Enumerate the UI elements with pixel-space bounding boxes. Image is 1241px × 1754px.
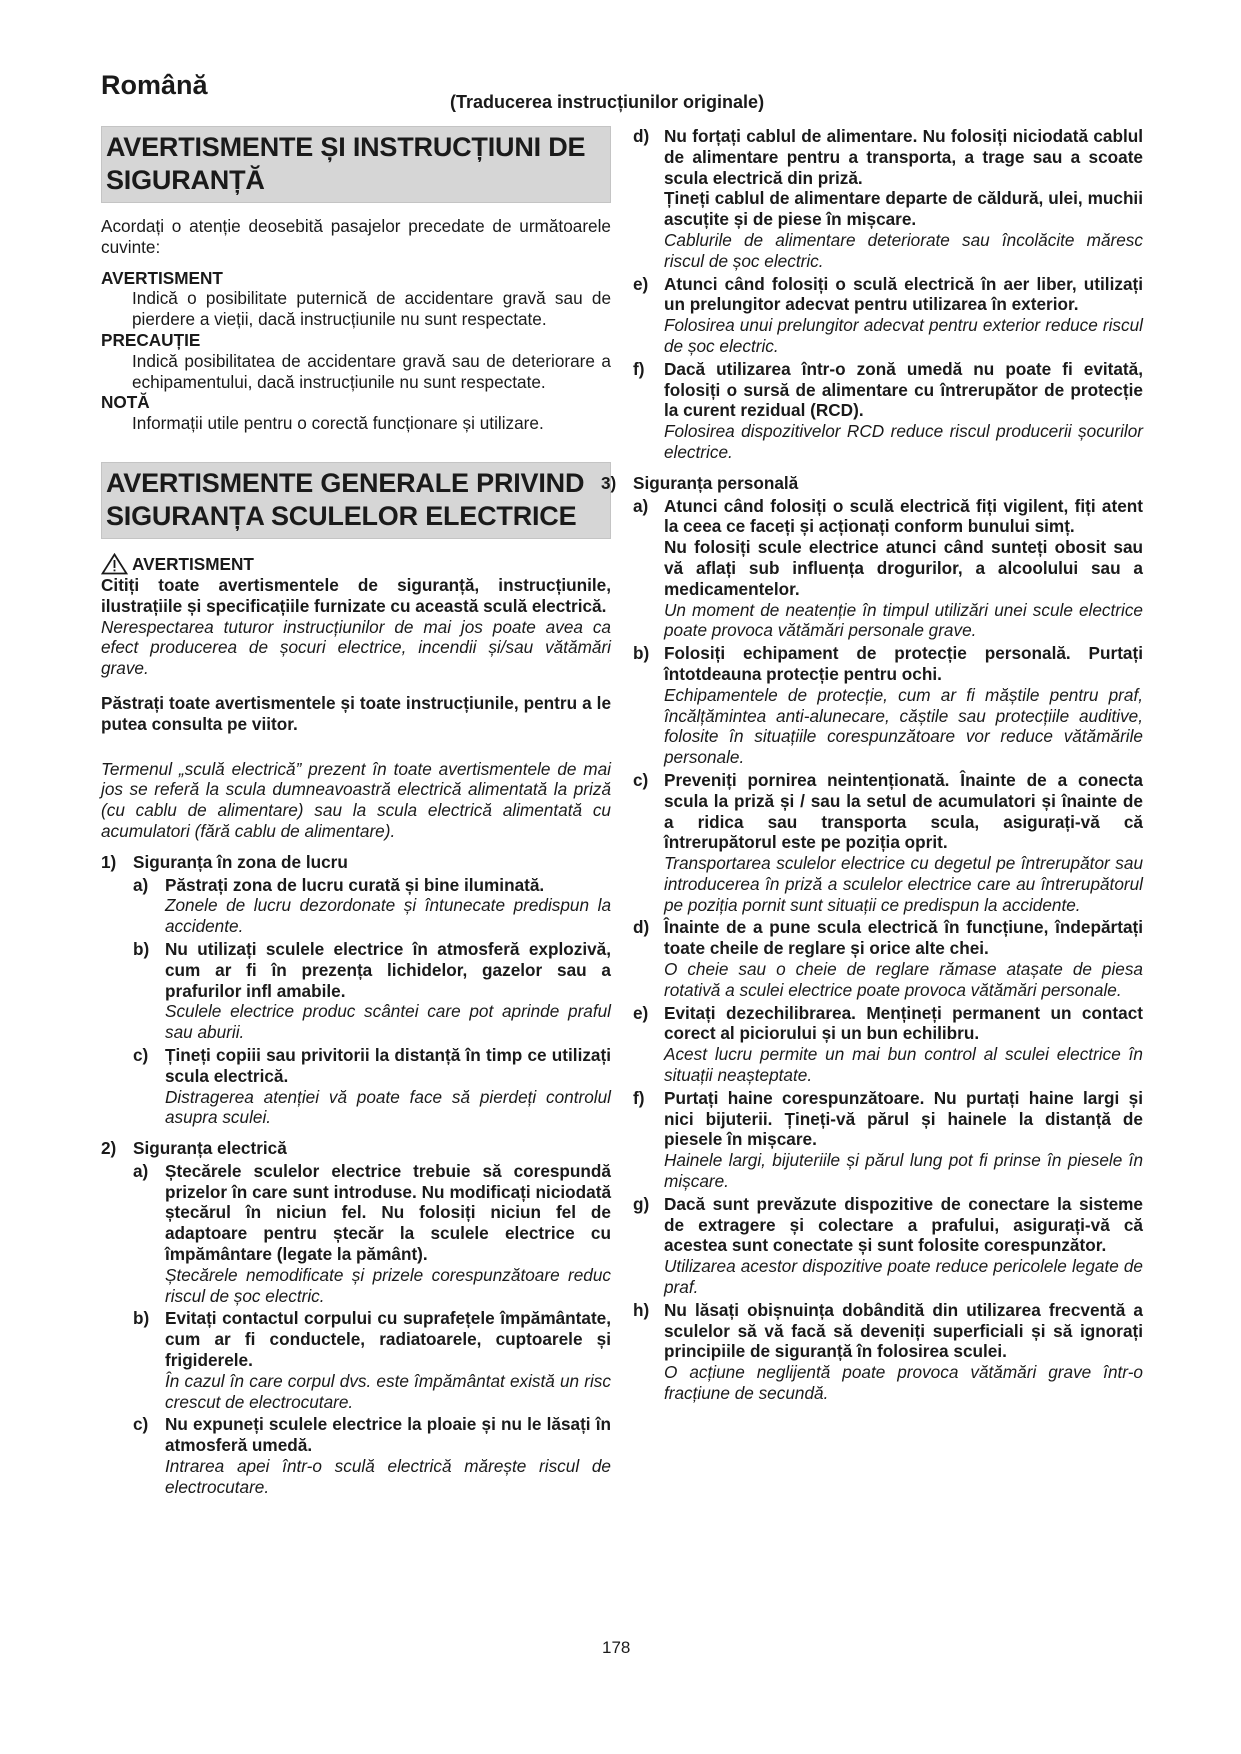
list-item [633, 1088, 1143, 1192]
section-heading-line: SIGURANȚA SCULELOR ELECTRICE [106, 500, 577, 531]
list-item [633, 274, 1143, 357]
item-letter: d) [633, 126, 650, 146]
item-bold-text: Atunci când folosiți o sculă electrică fiți vigilent, fiți atent la ceea ce faceți și acționați conform bunului simț. [664, 495, 1143, 537]
item-bold-text: Folosiți echipament de protecție personală. Purtați întotdeauna protecție pentru ochi. [664, 643, 1143, 684]
item-bold-text: Nu expuneți sculele electrice la ploaie și nu le lăsați în atmosferă umedă. [165, 1414, 611, 1456]
topic-number: 2) [101, 1138, 117, 1159]
item-italic-text: Utilizarea acestor dispozitive poate reduce pericolele legate de praf. [664, 1256, 1143, 1298]
label-note: NOTĂ [101, 392, 150, 413]
topic-title: Siguranța electrică [133, 1138, 287, 1159]
list-item [633, 359, 1143, 463]
list-item [133, 875, 611, 937]
item-italic-text: Folosirea dispozitivelor RCD reduce riscul producerii șocurilor electrice. [664, 421, 1143, 462]
term-definition-text: Termenul „sculă electrică” prezent în toate avertismentele de mai jos se referă la scula dumneavoastră electrică alimentată la priză (cu cablu de alimentare) sau la scula electrică alimentată cu acumulatori (fără cablu de alimentare). [101, 758, 611, 841]
warning-bold-text: Citiți toate avertismentele de siguranță, instrucțiunile, ilustrațiile și specificațiile furnizate cu această sculă electrică. [101, 574, 611, 616]
item-letter: d) [633, 917, 650, 938]
item-letter: a) [633, 495, 649, 516]
label-caution-text: Indică posibilitatea de accidentare gravă sau de deteriorare a echipamentului, dacă instrucțiunile nu sunt respectate. [132, 350, 611, 392]
page-subtitle: (Traducerea instrucțiunilor originale) [450, 92, 765, 112]
topic-title: Siguranța personală [633, 472, 799, 493]
item-letter: e) [633, 1002, 649, 1023]
item-letter: a) [133, 874, 149, 895]
item-bold-text: Preveniți pornirea neintenționată. Înainte de a conecta scula la priză și / sau la setul de acumulatori și înainte de a ridica sau transporta scula, asigurați-vă că întrerupătorul este pe poziția oprit. [664, 769, 1143, 853]
list-item [633, 1300, 1143, 1404]
page-language-title: Română [101, 70, 208, 100]
list-item [633, 126, 1143, 272]
list-item [633, 917, 1143, 1000]
list-item [633, 643, 1143, 768]
item-letter: e) [633, 273, 649, 294]
item-italic-text: Cablurile de alimentare deteriorate sau încolăcite măresc riscul de șoc electric. [664, 229, 1143, 271]
item-letter: b) [633, 643, 650, 664]
list-item [633, 496, 1143, 642]
topic-number: 1) [101, 851, 117, 872]
warning-triangle-icon [101, 553, 128, 575]
item-bold-text: Înainte de a pune scula electrică în funcțiune, îndepărtați toate cheile de reglare și orice alte chei. [664, 917, 1143, 959]
item-italic-text: Hainele largi, bijuteriile și părul lung pot fi prinse în piesele în mișcare. [664, 1150, 1143, 1192]
warning-italic-text: Nerespectarea tuturor instrucțiunilor de mai jos poate avea ca efect producerea de șocuri electrice, incendii și/sau vătămări grave. [101, 616, 611, 679]
keep-instructions-text: Păstrați toate avertismentele și toate instrucțiunile, pentru a le putea consulta pe viitor. [101, 692, 611, 734]
list-item [133, 1308, 611, 1412]
item-bold-text: Evitați dezechilibrarea. Mențineți permanent un contact corect al piciorului și un bun echilibru. [664, 1002, 1143, 1044]
topic-heading [101, 1138, 611, 1159]
section-heading-safety [101, 126, 611, 203]
item-italic-text: Folosirea unui prelungitor adecvat pentru exterior reduce riscul de șoc electric. [664, 315, 1143, 356]
list-item [133, 1045, 611, 1128]
item-bold-text: Nu forțați cablul de alimentare. Nu folosiți niciodată cablul de alimentare pentru a transporta, a trage sau a scoate scula electrică din priză. [664, 126, 1143, 188]
item-bold-text: Dacă sunt prevăzute dispozitive de conectare la sisteme de extragere și colectare a prafului, asigurați-vă că acestea sunt conectate și sunt folosite corespunzător. [664, 1193, 1143, 1256]
item-letter: g) [633, 1193, 650, 1214]
item-bold-text: Dacă utilizarea într-o zonă umedă nu poate fi evitată, folosiți o sursă de alimentare cu întrerupător de protecție la curent rezidual (RCD). [664, 358, 1143, 421]
item-italic-text: Sculele electrice produc scântei care pot aprinde praful sau aburii. [165, 1001, 611, 1043]
section-heading-line: SIGURANȚĂ [106, 165, 265, 195]
intro-text: Acordați o atenție deosebită pasajelor precedate de următoarele cuvinte: [101, 216, 611, 257]
section-heading-line: AVERTISMENTE ȘI INSTRUCȚIUNI DE [106, 132, 586, 162]
item-italic-text: O cheie sau o cheie de reglare rămase atașate de piesa rotativă a sculei electrice poate provoca vătămări personale. [664, 959, 1143, 1000]
item-italic-text: Zonele de lucru dezordonate și întunecate predispun la accidente. [165, 895, 611, 937]
item-letter: c) [133, 1044, 149, 1065]
item-italic-text: Transportarea sculelor electrice cu degetul pe întrerupător sau introducerea în priză a sculelor electrice care au întrerupătorul pe poziția pornit sunt situații ce predispun la accidente. [664, 853, 1143, 915]
item-letter: f) [633, 358, 645, 379]
list-item [133, 1161, 611, 1307]
list-item [133, 939, 611, 1043]
list-item [133, 1414, 611, 1497]
item-letter: b) [133, 938, 150, 959]
item-letter: f) [633, 1087, 645, 1108]
list-item [633, 1194, 1143, 1298]
item-bold-text: Ștecărele sculelor electrice trebuie să corespundă prizelor în care sunt introduse. Nu modificați niciodată ștecărul în niciun fel. Nu folosiți niciun fel de adaptoare pentru ștecăr la sculele electrice cu împământare (legate la pământ). [165, 1160, 611, 1265]
item-bold-text: Purtați haine corespunzătoare. Nu purtați haine largi și nici bijuterii. Țineți-vă părul și hainele la distanță de piesele în mișcare. [664, 1087, 1143, 1150]
item-letter: c) [133, 1414, 149, 1435]
item-letter: a) [133, 1160, 149, 1181]
item-italic-text: Echipamentele de protecție, cum ar fi măștile pentru praf, încălțămintea anti-alunecare, căștile sau protecțiile auditive, folosite în situațiile corespunzătoare vor reduce vătămările personale. [664, 684, 1143, 768]
item-bold-text: Atunci când folosiți o sculă electrică în aer liber, utilizați un prelungitor adecvat pentru utilizarea în exterior. [664, 273, 1143, 315]
right-column [601, 126, 1143, 1404]
item-italic-text: Distragerea atenției vă poate face să pierdeți controlul asupra sculei. [165, 1086, 611, 1128]
item-bold-text: Nu utilizați sculele electrice în atmosferă explozivă, cum ar fi în prezența lichidelor, gazelor sau a prafurilor infl amabile. [165, 938, 611, 1001]
left-column [101, 126, 611, 1498]
list-item [633, 770, 1143, 916]
label-note-text: Informații utile pentru o corectă funcționare și utilizare. [132, 413, 544, 434]
section-heading-general [101, 462, 611, 539]
item-italic-text: Intrarea apei într-o sculă electrică mărește riscul de electrocutare. [165, 1456, 611, 1497]
item-bold-text: Păstrați zona de lucru curată și bine iluminată. [165, 874, 545, 895]
page-number: 178 [602, 1638, 631, 1657]
topic-title: Siguranța în zona de lucru [133, 851, 348, 872]
label-warning-text: Indică o posibilitate puternică de accidentare gravă sau de pierdere a vieții, dacă instrucțiunile nu sunt respectate. [132, 288, 611, 330]
list-item [633, 1003, 1143, 1086]
topic-number: 3) [601, 472, 617, 493]
item-letter: b) [133, 1308, 150, 1329]
item-letter: c) [633, 769, 649, 790]
item-bold-text: Nu lăsați obișnuința dobândită din utilizarea frecventă a sculelor să vă facă să deveniți superficiali și să ignorați principiile de siguranță în folosirea sculei. [664, 1299, 1143, 1362]
label-warning: AVERTISMENT [101, 267, 223, 288]
topic-heading [101, 852, 611, 873]
item-italic-text: Ștecărele nemodificate și prizele corespunzătoare reduc riscul de șoc electric. [165, 1264, 611, 1306]
label-caution: PRECAUȚIE [101, 329, 201, 350]
item-bold-text: Țineți copiii sau privitorii la distanță în timp ce utilizați scula electrică. [165, 1044, 611, 1086]
item-bold-text-2: Țineți cablul de alimentare departe de căldură, ulei, muchii ascuțite și de piese în mișcare. [664, 188, 1143, 230]
section-heading-line: AVERTISMENTE GENERALE PRIVIND [106, 467, 585, 498]
item-bold-text-2: Nu folosiți scule electrice atunci când sunteți obosit sau vă aflați sub influența drogurilor, a alcoolului sau a medicamentelor. [664, 537, 1143, 599]
item-italic-text: Un moment de neatenție în timpul utilizări unei scule electrice poate provoca vătămări personale grave. [664, 599, 1143, 641]
warning-heading [101, 553, 611, 575]
item-italic-text: O acțiune neglijentă poate provoca vătămări grave într-o fracțiune de secundă. [664, 1362, 1143, 1404]
warning-label: AVERTISMENT [132, 553, 254, 574]
item-italic-text: Acest lucru permite un mai bun control al sculei electrice în situații neașteptate. [664, 1044, 1143, 1086]
item-bold-text: Evitați contactul corpului cu suprafețele împământate, cum ar fi conductele, radiatoarele, cuptoarele și frigiderele. [165, 1308, 611, 1371]
item-italic-text: În cazul în care corpul dvs. este împământat există un risc crescut de electrocutare. [165, 1370, 611, 1412]
topic-heading [601, 473, 1143, 494]
item-letter: h) [633, 1299, 650, 1320]
